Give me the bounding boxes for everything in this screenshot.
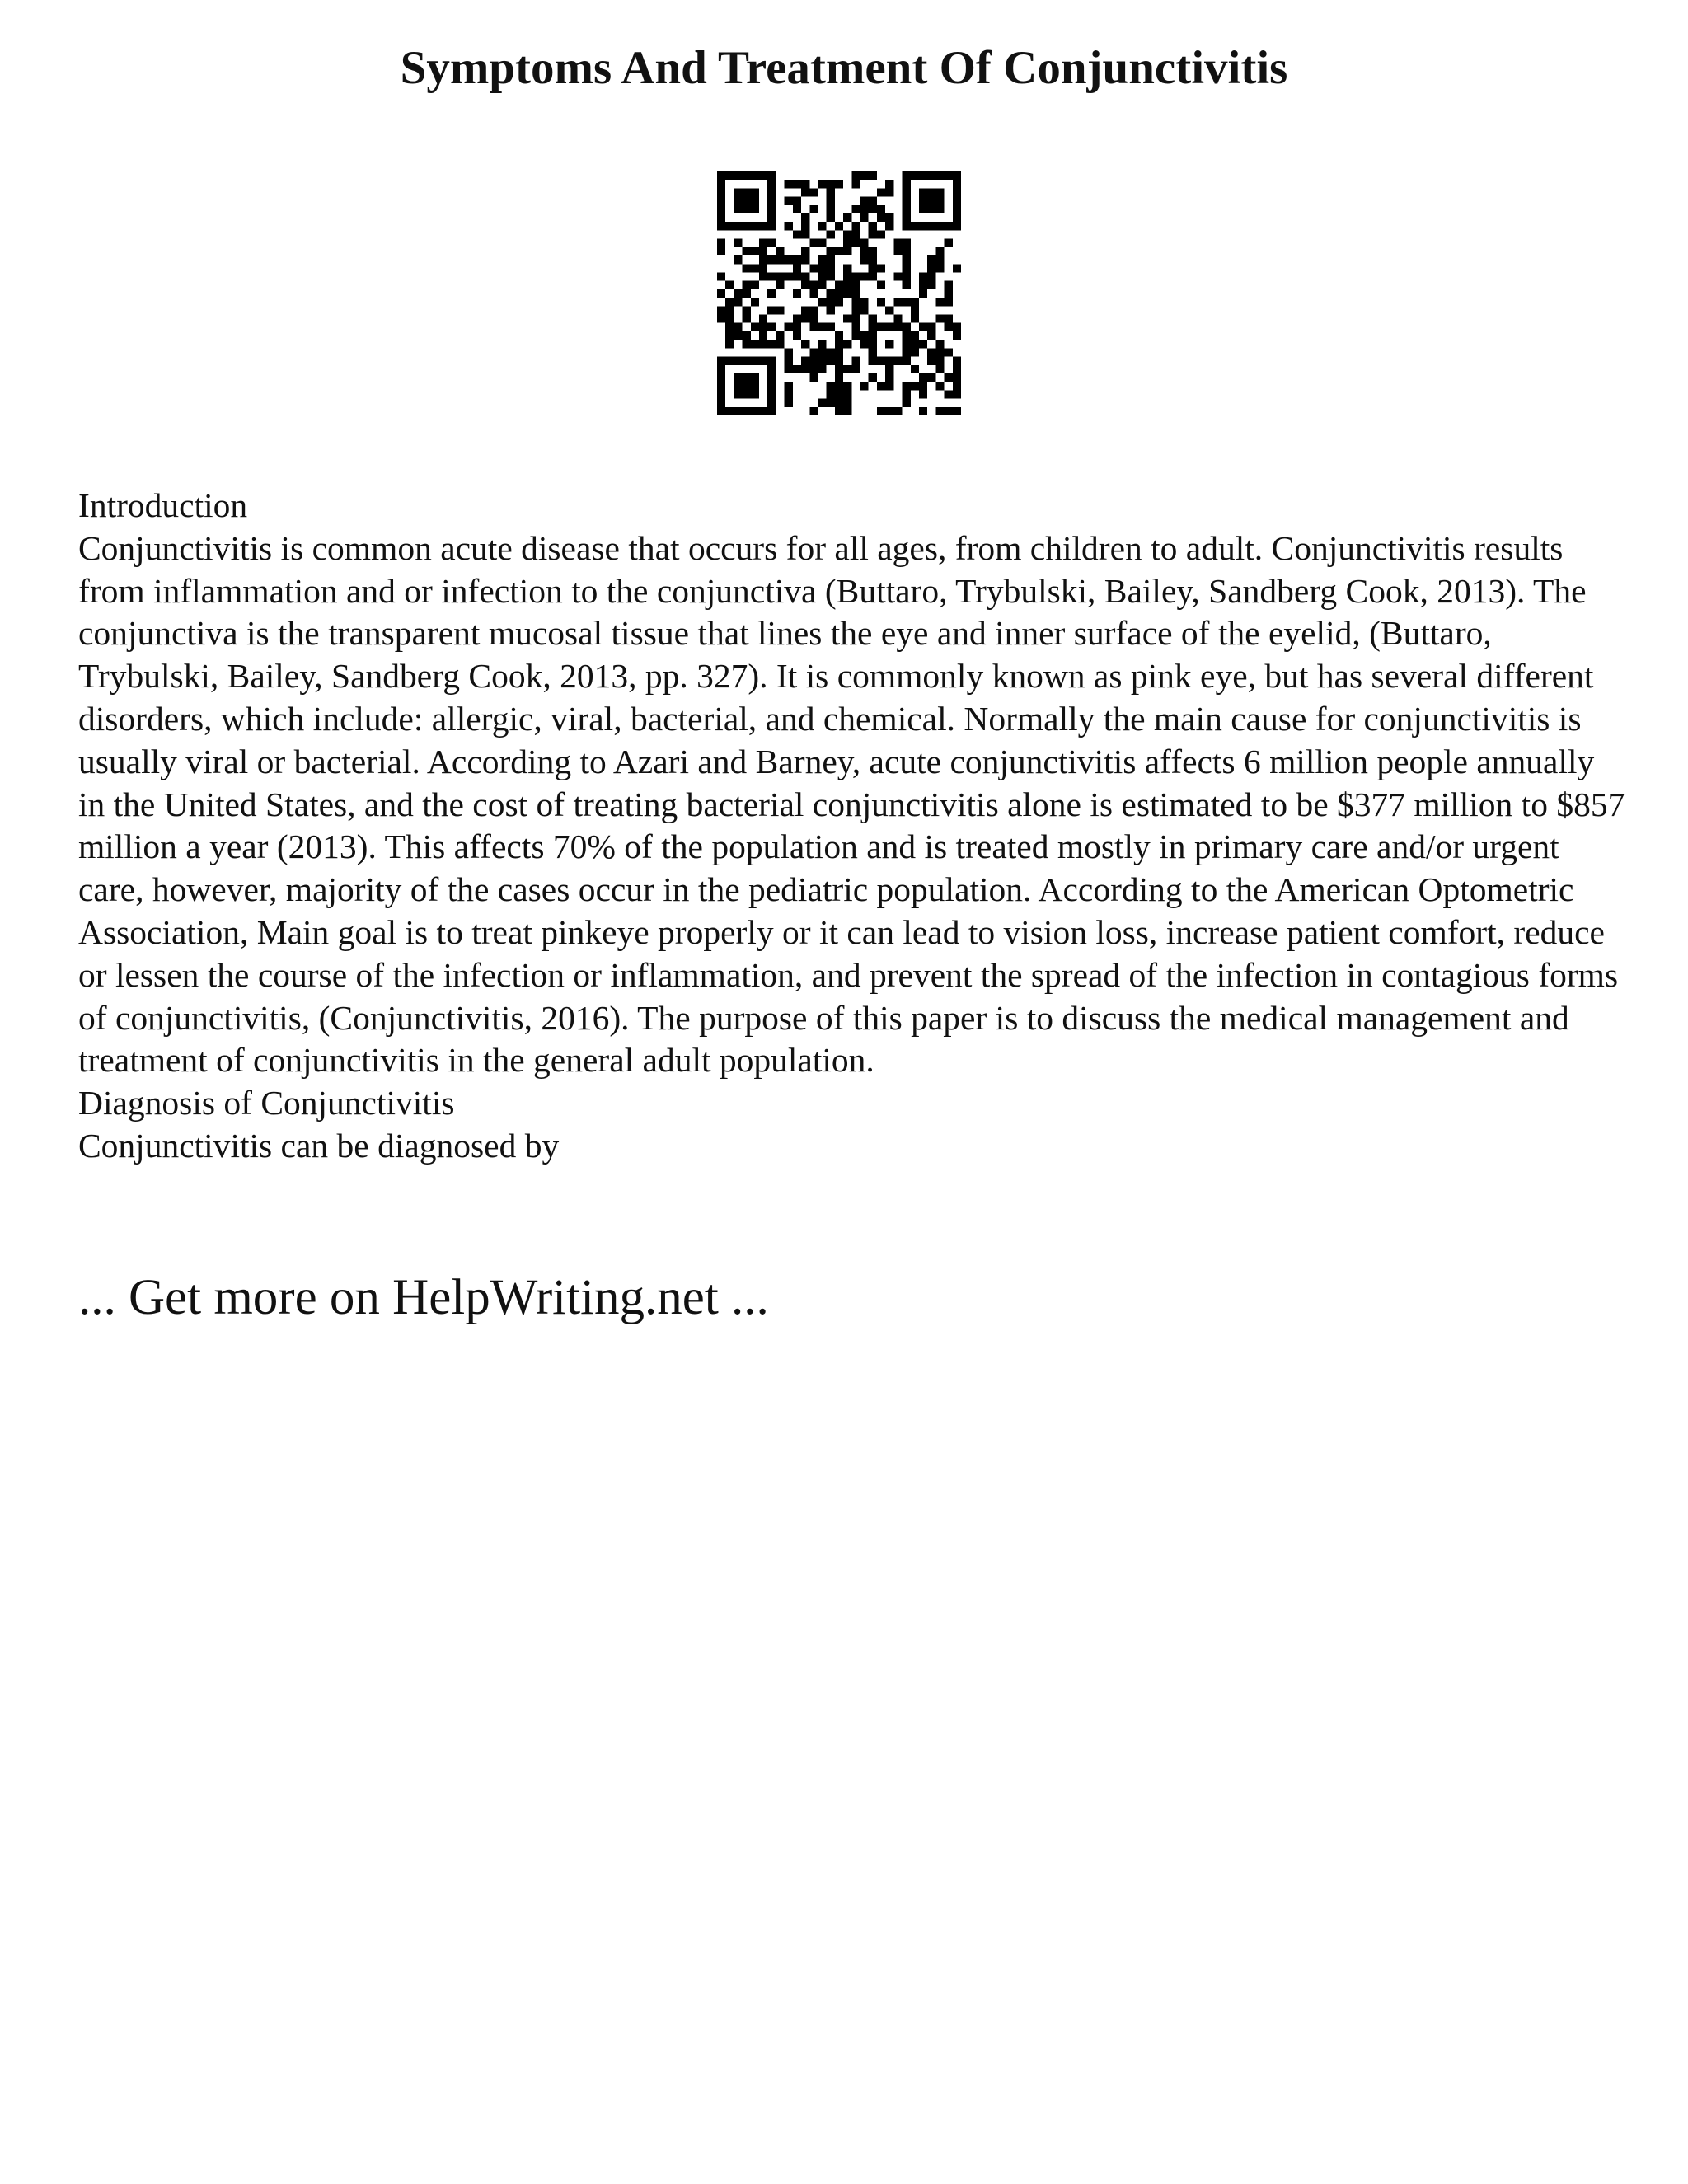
intro-paragraph: Conjunctivitis is common acute disease that occurs for all ages, from children to adult. Conjunctivitis results from inflammation and or infection to the conjunctiva (Buttaro, Trybulski, Bailey, Sandberg Cook, 2013). The conjunctiva is the transparent mucosal tissue that lines the eye and inner surface of the eyelid, (Buttaro, Trybulski, Bailey, Sandberg Cook, 2013, pp. 327). It is commonly known as pink eye, but has several different disorders, which include: allergic, viral, bacterial, and chemical. Normally the main cause for conjunctivitis is usually viral or bacterial. According to Azari and Barney, acute conjunctivitis affects 6 million people annually in the United States, and the cost of treating bacterial conjunctivitis alone is estimated to be $377 million to $857 million a year (2013). This affects 70% of the population and is treated mostly in primary care and/or urgent care, however, majority of the cases occur in the pediatric population. According to the American Optometric Association, Main goal is to treat pinkeye properly or it can lead to vision loss, increase patient comfort, reduce or lessen the course of the infection or inflammation, and prevent the spread of the infection in contagious forms of conjunctivitis, (Conjunctivitis, 2016). The purpose of this paper is to discuss the medical management and treatment of conjunctivitis in the general adult population.	[78, 528, 1625, 1080]
qr-code-icon[interactable]	[717, 171, 961, 415]
intro-heading: Introduction	[78, 486, 248, 524]
diagnosis-heading: Diagnosis of Conjunctivitis	[78, 1084, 455, 1122]
document-body	[78, 485, 1628, 1168]
document-title: Symptoms And Treatment Of Conjunctivitis	[400, 42, 1288, 94]
get-more-link[interactable]: ... Get more on HelpWriting.net ...	[78, 1270, 769, 1325]
diagnosis-paragraph: Conjunctivitis can be diagnosed by	[78, 1126, 560, 1165]
